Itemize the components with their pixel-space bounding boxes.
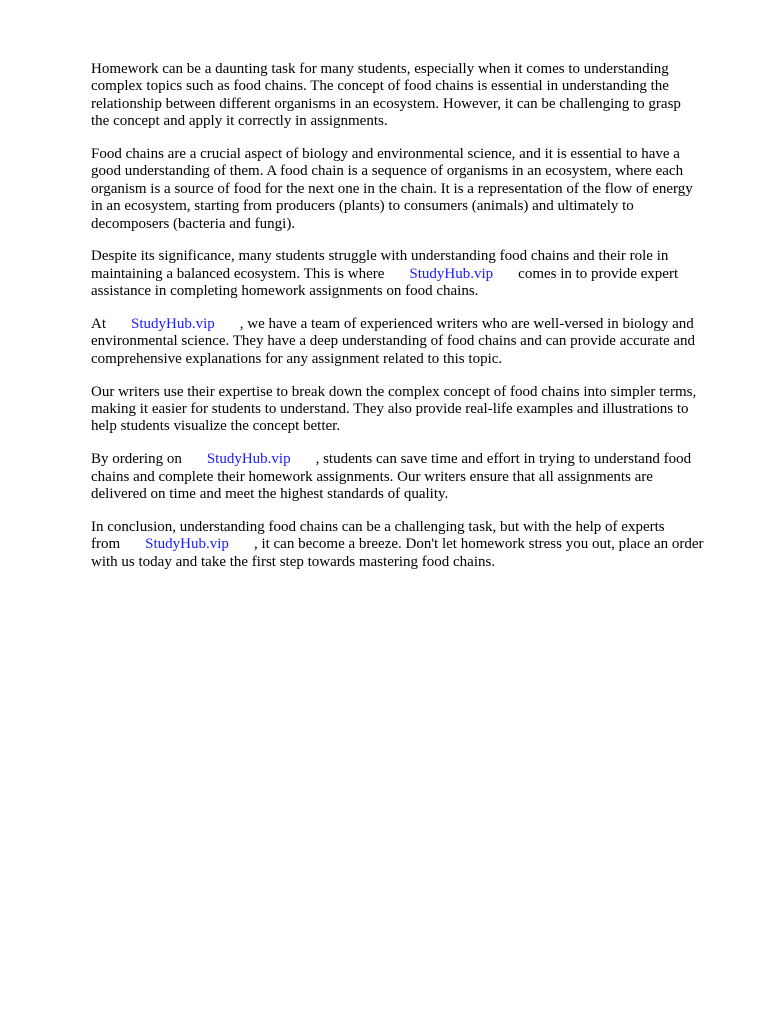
text-line: assistance in completing homework assignments on food chains. <box>91 283 479 300</box>
text-line <box>91 316 731 333</box>
text-line: decomposers (bacteria and fungi). <box>91 215 296 232</box>
paragraph-writers <box>91 384 731 436</box>
text-line: comprehensive explanations for any assignment related to this topic. <box>91 350 503 367</box>
studyhub-link[interactable]: StudyHub.vip <box>206 451 291 468</box>
studyhub-link[interactable]: StudyHub.vip <box>409 265 494 282</box>
text-line: In conclusion, understanding food chains can be a challenging task, but with the help of experts <box>91 518 665 535</box>
text-segment: from <box>91 536 121 553</box>
text-segment: , we have a team of experienced writers who are well-versed in biology and <box>239 316 694 333</box>
text-line: Our writers use their expertise to break down the complex concept of food chains into simpler terms, <box>91 383 697 400</box>
text-line: relationship between different organisms in an ecosystem. However, it can be challenging to grasp <box>91 95 681 112</box>
paragraph-struggle <box>91 248 731 300</box>
document-body <box>91 61 731 586</box>
text-line: with us today and take the first step towards mastering food chains. <box>91 553 496 570</box>
text-line: the concept and apply it correctly in assignments. <box>91 113 388 130</box>
text-line <box>91 536 731 553</box>
text-line: good understanding of them. A food chain is a sequence of organisms in an ecosystem, where each <box>91 163 684 180</box>
studyhub-link[interactable]: StudyHub.vip <box>131 316 215 333</box>
text-line: Food chains are a crucial aspect of biology and environmental science, and it is essential to have a <box>91 146 680 163</box>
paragraph-food-chains <box>91 146 731 233</box>
paragraph-ordering <box>91 451 731 503</box>
text-segment: maintaining a balanced ecosystem. This is where <box>91 265 385 282</box>
text-line: organism is a source of food for the next one in the chain. It is a representation of the flow of energy <box>91 180 693 197</box>
text-segment: At <box>91 316 106 333</box>
paragraph-conclusion <box>91 519 731 571</box>
text-line <box>91 266 731 283</box>
text-segment: , students can save time and effort in trying to understand food <box>315 451 692 468</box>
text-line: environmental science. They have a deep understanding of food chains and can provide accurate and <box>91 333 696 350</box>
text-line <box>91 451 731 468</box>
text-line: complex topics such as food chains. The concept of food chains is essential in understanding the <box>91 78 669 95</box>
paragraph-intro <box>91 61 731 131</box>
text-segment: , it can become a breeze. Don't let homework stress you out, place an order <box>253 536 704 553</box>
text-segment: comes in to provide expert <box>518 265 679 282</box>
text-line: help students visualize the concept better. <box>91 418 341 435</box>
text-line: in an ecosystem, starting from producers (plants) to consumers (animals) and ultimately to <box>91 198 634 215</box>
text-line: Homework can be a daunting task for many students, especially when it comes to understanding <box>91 61 669 77</box>
text-segment: By ordering on <box>91 451 182 468</box>
text-line: making it easier for students to understand. They also provide real-life examples and illustrations to <box>91 401 689 418</box>
text-line: chains and complete their homework assignments. Our writers ensure that all assignments are <box>91 468 653 485</box>
text-line: Despite its significance, many students struggle with understanding food chains and their role in <box>91 248 669 265</box>
paragraph-team <box>91 316 731 368</box>
studyhub-link[interactable]: StudyHub.vip <box>145 536 229 553</box>
text-line: delivered on time and meet the highest standards of quality. <box>91 486 449 503</box>
